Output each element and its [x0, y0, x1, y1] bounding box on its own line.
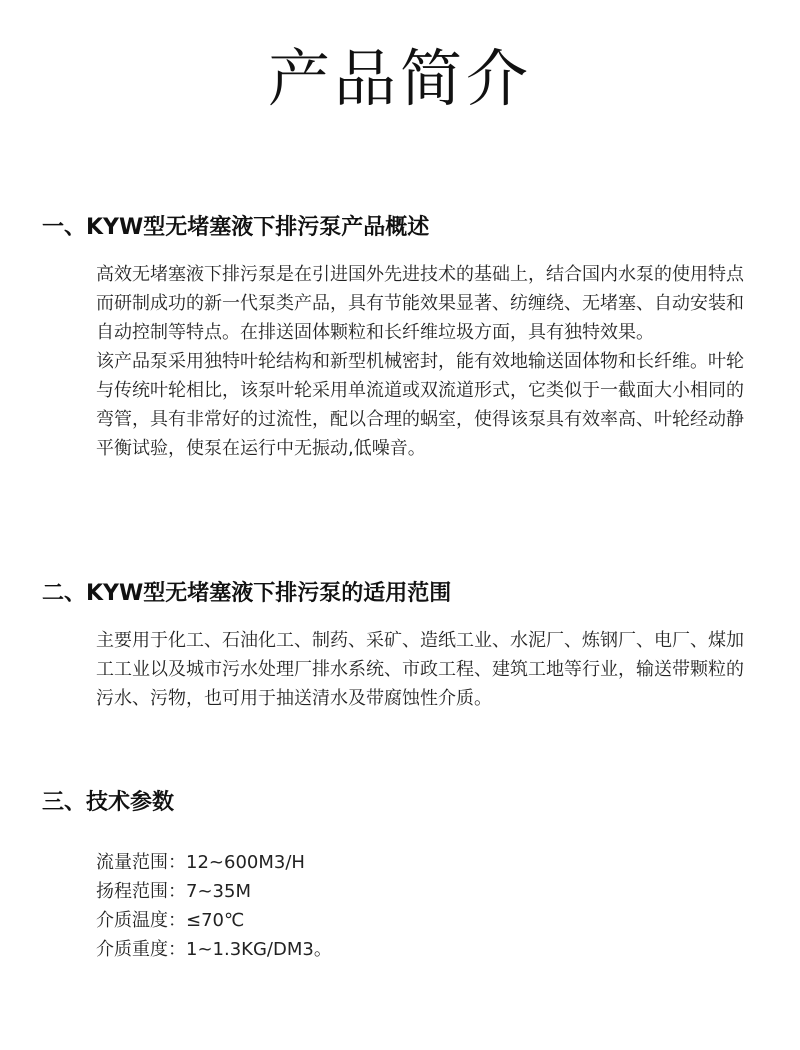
section-heading: 三、技术参数: [42, 790, 175, 815]
section-application-scope: [0, 579, 800, 713]
paragraph: 高效无堵塞液下排污泵是在引进国外先进技术的基础上，结合国内水泵的使用特点而研制成功的新一代泵类产品，具有节能效果显著、纺缠绕、无堵塞、自动安装和自动控制等特点。在排送固体颗粒和长纤维垃圾方面，具有独特效果。: [96, 264, 744, 343]
parameter-head-range: 扬程范围：7~35M: [96, 881, 251, 902]
parameter-medium-density: 介质重度：1~1.3KG/DM3。: [96, 939, 332, 960]
section-heading: 一、KYW型无堵塞液下排污泵产品概述: [42, 215, 430, 240]
section-body: [0, 626, 756, 713]
parameter-flow-range: 流量范围：12~600M3/H: [96, 852, 305, 873]
paragraph: 主要用于化工、石油化工、制药、采矿、造纸工业、水泥厂、炼钢厂、电厂、煤加工工业以及城市污水处理厂排水系统、市政工程、建筑工地等行业，输送带颗粒的污水、污物，也可用于抽送清水及带腐蚀性介质。: [96, 630, 744, 709]
section-body: [0, 260, 756, 463]
section-technical-parameters: [0, 788, 800, 964]
parameter-list: [0, 848, 756, 964]
section-product-overview: [0, 213, 800, 463]
paragraph: 该产品泵采用独特叶轮结构和新型机械密封，能有效地输送固体物和长纤维。叶轮与传统叶轮相比，该泵叶轮采用单流道或双流道形式，它类似于一截面大小相同的弯管，具有非常好的过流性，配以合理的蜗室，使得该泵具有效率高、叶轮经动静平衡试验，使泵在运行中无振动,低噪音。: [96, 351, 744, 459]
section-heading: 二、KYW型无堵塞液下排污泵的适用范围: [42, 581, 452, 606]
parameter-medium-temperature: 介质温度：≤70℃: [96, 910, 245, 931]
page-title: 产品简介: [267, 42, 532, 115]
